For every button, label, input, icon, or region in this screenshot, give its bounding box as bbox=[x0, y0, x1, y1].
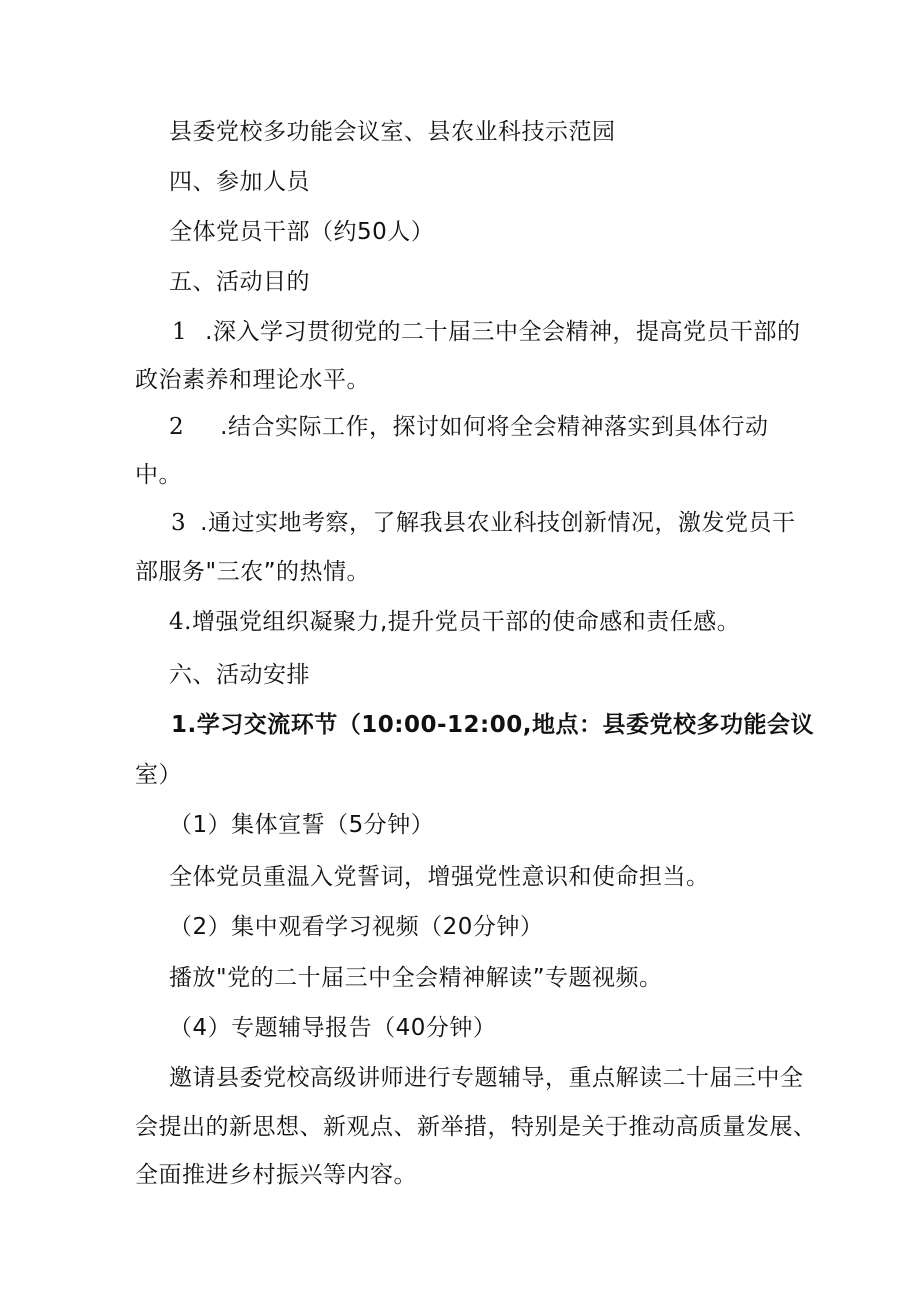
goal-4-text: 增强党组织凝聚力,提升党员干部的使命感和责任感。 bbox=[191, 609, 741, 635]
section-heading-schedule: 六、活动安排 bbox=[169, 662, 310, 688]
schedule-item-1-label: （1）集体宣誓（5分钟） bbox=[169, 812, 435, 838]
schedule-item-4-desc-continuation-1: 会提出的新思想、新观点、新举措，特别是关于推动高质量发展、 bbox=[135, 1114, 817, 1140]
participants-text: 全体党员干部（约50人） bbox=[169, 219, 435, 245]
schedule-item-4-desc: 邀请县委党校高级讲师进行专题辅导，重点解读二十届三中全 bbox=[169, 1065, 804, 1091]
goal-2-number: 2 bbox=[169, 414, 185, 440]
goal-2-continuation: 中。 bbox=[135, 462, 182, 488]
goal-2-line bbox=[169, 412, 768, 442]
goal-3-text: .通过实地考察，了解我县农业科技创新情况，激发党员干 bbox=[200, 510, 796, 536]
goal-1-line bbox=[172, 317, 800, 347]
schedule-item-2-desc: 播放"党的二十届三中全会精神解读”专题视频。 bbox=[169, 965, 663, 991]
goal-3-line bbox=[171, 508, 795, 538]
goal-1-number: 1 bbox=[172, 319, 188, 345]
schedule-item-2-label: （2）集中观看学习视频（20分钟） bbox=[169, 914, 544, 940]
goal-3-number: 3 bbox=[171, 510, 187, 536]
schedule-part-1-title-continuation: 室） bbox=[135, 762, 182, 788]
schedule-part-1-title: 1.学习交流环节（10:00-12:00,地点：县委党校多功能会议 bbox=[171, 712, 814, 738]
goal-1-continuation: 政治素养和理论水平。 bbox=[135, 367, 370, 393]
goal-2-text: .结合实际工作，探讨如何将全会精神落实到具体行动 bbox=[220, 414, 769, 440]
goal-1-text: .深入学习贯彻党的二十届三中全会精神，提高党员干部的 bbox=[205, 319, 801, 345]
section-heading-goals: 五、活动目的 bbox=[169, 269, 310, 295]
goal-4-line bbox=[169, 607, 740, 637]
goal-3-continuation: 部服务"三农”的热情。 bbox=[135, 559, 370, 585]
location-line: 县委党校多功能会议室、县农业科技示范园 bbox=[169, 119, 616, 145]
section-heading-participants: 四、参加人员 bbox=[169, 169, 310, 195]
schedule-item-4-desc-continuation-2: 全面推进乡村振兴等内容。 bbox=[135, 1162, 417, 1188]
schedule-item-1-desc: 全体党员重温入党誓词，增强党性意识和使命担当。 bbox=[169, 864, 710, 890]
schedule-item-4-label: （4）专题辅导报告（40分钟） bbox=[169, 1015, 497, 1041]
goal-4-number: 4. bbox=[169, 609, 192, 635]
